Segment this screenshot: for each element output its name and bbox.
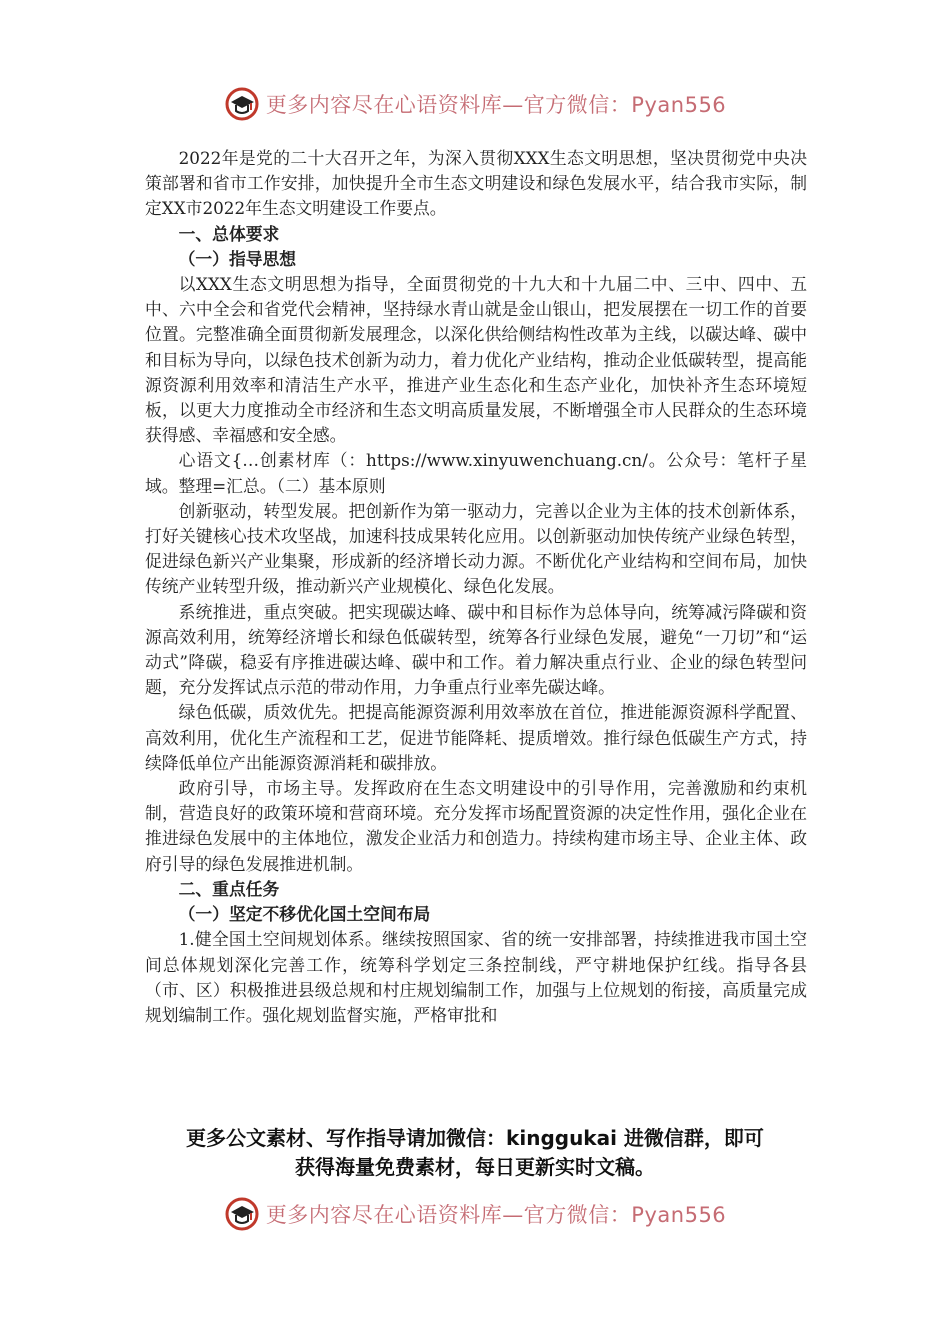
mortarboard-logo-icon <box>224 86 260 122</box>
subsection-heading-spatial-layout: （一）坚定不移优化国土空间布局 <box>178 904 431 925</box>
ad-line-2: 获得海量免费素材，每日更新实时文稿。 <box>295 1155 655 1179</box>
principle-government-guidance-paragraph: 政府引导，市场主导。发挥政府在生态文明建设中的引导作用，完善激励和约束机制，营造良好的政策环境和营商环境。充分发挥市场配置资源的决定性作用，强化企业在推进绿色发展中的主体地位，激发企业活力和创造力。持续构建市场主导、企业主体、政府引导的绿色发展推进机制。 <box>145 778 807 874</box>
source-note-paragraph: 心语文{…创素材库（：https://www.xinyuwenchuang.cn/。公众号：笔杆子星域。整理=汇总。（二）基本原则 <box>145 450 807 496</box>
principle-green-lowcarbon-paragraph: 绿色低碳，质效优先。把提高能源资源利用效率放在首位，推进能源资源科学配置、高效利用，优化生产流程和工艺，促进节能降耗、提质增效。推行绿色低碳生产方式，持续降低单位产出能源资源消耗和碳排放。 <box>145 702 807 773</box>
section-heading-key-tasks: 二、重点任务 <box>178 878 280 899</box>
principle-systematic-paragraph: 系统推进，重点突破。把实现碳达峰、碳中和目标作为总体导向，统筹减污降碳和资源高效利用，统筹经济增长和绿色低碳转型，统筹各行业绿色发展，避免“一刀切”和“运动式”降碳，稳妥有序推进碳达峰、碳中和工作。着力解决重点行业、企业的绿色转型问题，充分发挥试点示范的带动作用，力争重点行业率先碳达峰。 <box>145 601 807 698</box>
mortarboard-logo-icon <box>224 1196 260 1232</box>
subsection-heading-guiding-ideology: （一）指导思想 <box>178 248 297 269</box>
section-heading-general-requirements: 一、总体要求 <box>178 223 280 244</box>
wechat-ad-notice <box>0 1124 950 1182</box>
spatial-planning-paragraph: 1.健全国土空间规划体系。继续按照国家、省的统一安排部署，持续推进我市国土空间总体规划深化完善工作，统筹科学划定三条控制线，严守耕地保护红线。指导各县（市、区）积极推进县级总规和村庄规划编制工作，加强与上位规划的衔接，高质量完成规划编制工作。强化规划监督实施，严格审批和 <box>145 929 807 1025</box>
intro-paragraph: 2022年是党的二十大召开之年，为深入贯彻XXX生态文明思想，坚决贯彻党中央决策部署和省市工作安排，加快提升全市生态文明建设和绿色发展水平，结合我市实际，制定XX市2022年生态文明建设工作要点。 <box>145 148 807 219</box>
principle-innovation-paragraph: 创新驱动，转型发展。把创新作为第一驱动力，完善以企业为主体的技术创新体系，打好关键核心技术攻坚战，加速科技成果转化应用。以创新驱动加快传统产业绿色转型，促进绿色新兴产业集聚，形成新的经济增长动力源。不断优化产业结构和空间布局，加快传统产业转型升级，推动新兴产业规模化、绿色化发展。 <box>145 500 807 597</box>
header-banner <box>0 84 950 124</box>
header-banner-text: 更多内容尽在心语资料库—官方微信：Pyan556 <box>265 93 727 117</box>
footer-banner <box>0 1194 950 1234</box>
guiding-ideology-paragraph: 以XXX生态文明思想为指导，全面贯彻党的十九大和十九届二中、三中、四中、五中、六中全会和省党代会精神，坚持绿水青山就是金山银山，把发展摆在一切工作的首要位置。完整准确全面贯彻新发展理念，以深化供给侧结构性改革为主线，以碳达峰、碳中和目标为导向，以绿色技术创新为动力，着力优化产业结构，推动企业低碳转型，提高能源资源利用效率和清洁生产水平，推进产业生态化和生态产业化，加快补齐生态环境短板，以更大力度推动全市经济和生态文明高质量发展，不断增强全市人民群众的生态环境获得感、幸福感和安全感。 <box>145 274 807 446</box>
document-body <box>145 146 807 1028</box>
footer-banner-text: 更多内容尽在心语资料库—官方微信：Pyan556 <box>265 1203 727 1227</box>
ad-line-1: 更多公文素材、写作指导请加微信：kinggukai 进微信群，即可 <box>186 1126 764 1150</box>
